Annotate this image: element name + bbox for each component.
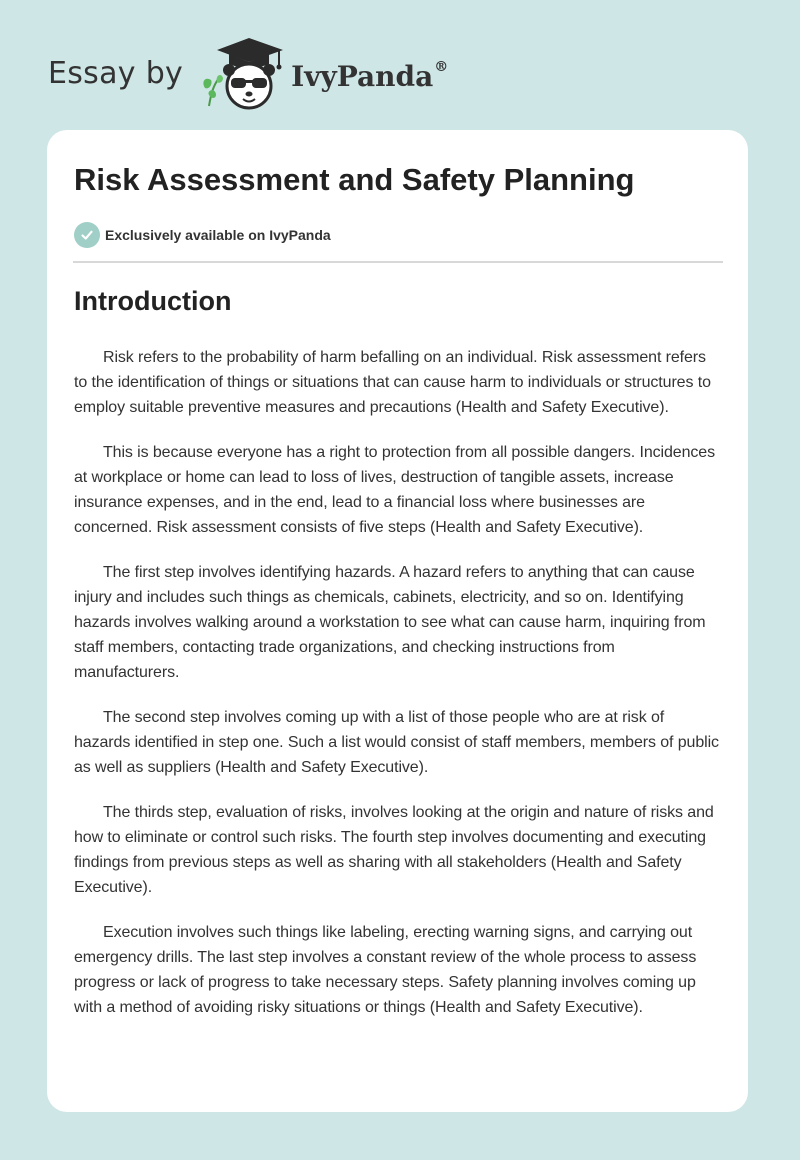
check-circle-icon — [74, 222, 100, 248]
divider — [73, 261, 723, 263]
exclusive-badge — [74, 222, 331, 248]
trademark-symbol: ® — [434, 59, 449, 76]
paragraph: This is because everyone has a right to protection from all possible dangers. Incidences at workplace or home can lead to loss of lives, destruction of tangible assets, increase insurance expenses, and in the end, lead to a financial loss where businesses are concerned. Risk assessment consists of five steps (Health and Safety Executive). — [74, 444, 715, 536]
paragraph: Execution involves such things like labeling, erecting warning signs, and carrying out emergency drills. The last step involves a constant review of the whole process to assess progress or lack of progress to take necessary steps. Safety planning involves coming up with a method of avoiding risky situations or things (Health and Safety Executive). — [74, 924, 697, 1016]
paragraph: The thirds step, evaluation of risks, involves looking at the origin and nature of risks and how to eliminate or control such risks. The fourth step involves documenting and executing findings from previous steps as well as sharing with all stakeholders (Health and Safety Executive). — [74, 804, 714, 896]
panda-graduation-icon[interactable] — [199, 36, 289, 110]
paragraph: The second step involves coming up with a list of those people who are at risk of hazards identified in step one. Such a list would consist of staff members, members of public as well as suppliers (Health and Safety Executive). — [74, 709, 719, 776]
paragraph: Risk refers to the probability of harm befalling on an individual. Risk assessment refers to the identification of things or situations that can cause harm to individuals or structures to employ suitable preventive measures and precautions (Health and Safety Executive). — [74, 349, 711, 416]
section-heading-introduction: Introduction — [74, 286, 232, 316]
brand-name[interactable] — [291, 60, 448, 93]
paragraph: The first step involves identifying hazards. A hazard refers to anything that can cause injury and includes such things as chemicals, cabinets, electricity, and so on. Identifying hazards involves walking around a workstation to see what can cause harm, inquiring from staff members, contacting trade organizations, and checking instructions from manufacturers. — [74, 564, 706, 681]
exclusive-label: Exclusively available on IvyPanda — [105, 227, 331, 243]
essay-card — [47, 130, 748, 1112]
page-title: Risk Assessment and Safety Planning — [74, 162, 635, 197]
brand-name-text: IvyPanda — [291, 59, 434, 93]
site-header — [48, 36, 448, 110]
essay-by-label: Essay by — [48, 55, 184, 91]
essay-body — [74, 345, 722, 1040]
